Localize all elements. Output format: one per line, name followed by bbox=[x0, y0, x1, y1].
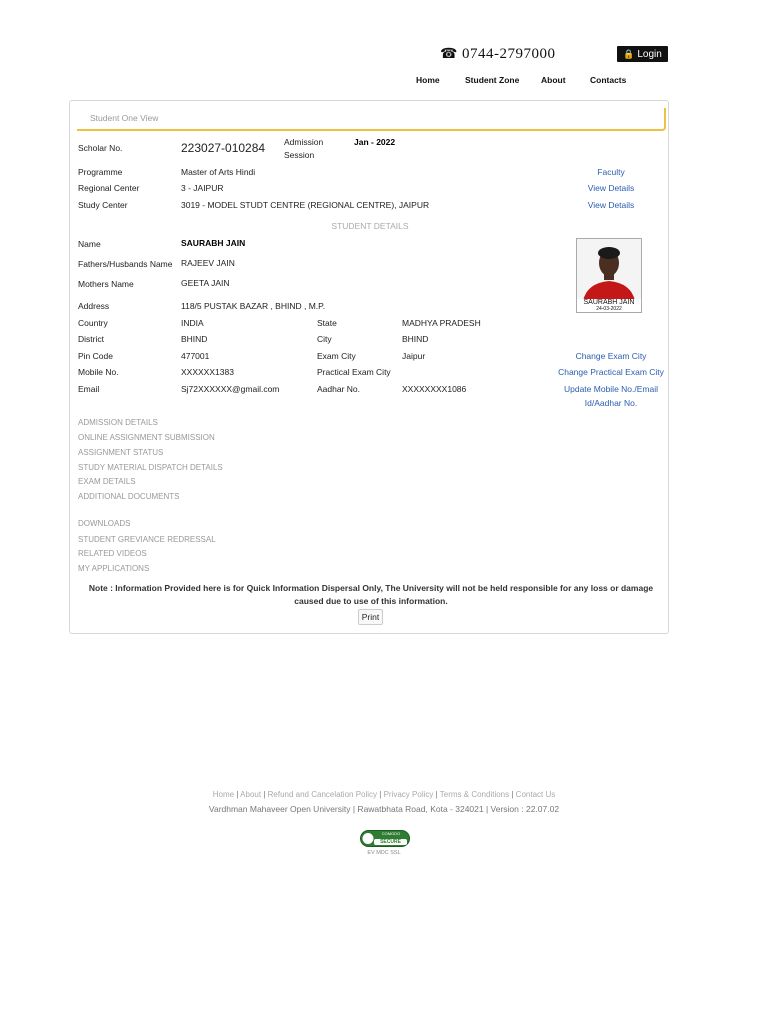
footer-privacy-link[interactable]: Privacy Policy bbox=[383, 790, 434, 799]
mother-name-value: GEETA JAIN bbox=[181, 278, 230, 288]
country-label: Country bbox=[78, 318, 108, 328]
state-value: MADHYA PRADESH bbox=[402, 318, 481, 328]
mother-name-label: Mothers Name bbox=[78, 279, 134, 289]
footer-links: Home | About | Refund and Cancelation Policy | Privacy Policy | Terms & Conditions | Contact Us bbox=[212, 790, 556, 799]
online-assignment-submission-link[interactable]: ONLINE ASSIGNMENT SUBMISSION bbox=[78, 433, 215, 442]
mobile-label: Mobile No. bbox=[78, 367, 119, 377]
study-center-value: 3019 - MODEL STUDT CENTRE (REGIONAL CENTRE), JAIPUR bbox=[181, 200, 430, 210]
nav-contacts[interactable]: Contacts bbox=[590, 75, 627, 85]
comodo-secure-badge[interactable]: COMODO SECURE bbox=[360, 830, 410, 847]
programme-value: Master of Arts Hindi bbox=[181, 167, 256, 177]
study-material-dispatch-link[interactable]: STUDY MATERIAL DISPATCH DETAILS bbox=[78, 463, 223, 472]
email-label: Email bbox=[78, 384, 100, 394]
address-value: 118/5 PUSTAK BAZAR , BHIND , M.P. bbox=[181, 301, 326, 311]
nav-home[interactable]: Home bbox=[416, 75, 440, 85]
downloads-link[interactable]: DOWNLOADS bbox=[78, 519, 131, 528]
student-grievance-link[interactable]: STUDENT GREVIANCE REDRESSAL bbox=[78, 535, 216, 544]
session-label: Session bbox=[284, 150, 315, 160]
exam-details-link[interactable]: EXAM DETAILS bbox=[78, 477, 136, 486]
name-value: SAURABH JAIN bbox=[181, 238, 246, 248]
aadhar-label: Aadhar No. bbox=[317, 384, 360, 394]
phone-number: ☎ 0744-2797000 bbox=[440, 46, 556, 62]
study-view-details-link[interactable]: View Details bbox=[587, 200, 635, 210]
scholar-value: 223027-010284 bbox=[181, 141, 266, 155]
regional-center-label: Regional Center bbox=[78, 183, 140, 193]
change-exam-city-link[interactable]: Change Exam City bbox=[575, 351, 647, 361]
email-value: Sj72XXXXXX@gmail.com bbox=[181, 384, 280, 394]
related-videos-link[interactable]: RELATED VIDEOS bbox=[78, 549, 147, 558]
city-value: BHIND bbox=[402, 334, 429, 344]
footer-terms-link[interactable]: Terms & Conditions bbox=[439, 790, 510, 799]
panel-title: Student One View bbox=[90, 113, 159, 123]
my-applications-link[interactable]: MY APPLICATIONS bbox=[78, 564, 150, 573]
nav-student-zone[interactable]: Student Zone bbox=[465, 75, 520, 85]
disclaimer-note: Note : Information Provided here is for Quick Information Dispersal Only, The University will not be held responsible for any loss or damage caused due to use of this information. bbox=[88, 583, 654, 606]
faculty-link[interactable]: Faculty bbox=[597, 167, 625, 177]
student-details-heading: STUDENT DETAILS bbox=[331, 221, 409, 231]
additional-documents-link[interactable]: ADDITIONAL DOCUMENTS bbox=[78, 492, 180, 501]
login-button[interactable]: 🔒 Login bbox=[617, 46, 668, 62]
admission-details-link[interactable]: ADMISSION DETAILS bbox=[78, 418, 158, 427]
exam-city-label: Exam City bbox=[317, 351, 356, 361]
badge-caption: EV MDC SSL bbox=[367, 850, 401, 856]
exam-city-value: Jaipur bbox=[402, 351, 426, 361]
city-label: City bbox=[317, 334, 332, 344]
regional-view-details-link[interactable]: View Details bbox=[587, 183, 635, 193]
admission-session-value: Jan - 2022 bbox=[354, 137, 396, 147]
district-value: BHIND bbox=[181, 334, 208, 344]
admission-label: Admission bbox=[284, 137, 324, 147]
father-name-label: Fathers/Husbands Name bbox=[78, 259, 173, 269]
update-contact-link[interactable]: Update Mobile No./Email Id/Aadhar No. bbox=[563, 384, 658, 408]
pin-code-label: Pin Code bbox=[78, 351, 113, 361]
pin-code-value: 477001 bbox=[181, 351, 210, 361]
regional-center-value: 3 - JAIPUR bbox=[181, 183, 224, 193]
district-label: District bbox=[78, 334, 104, 344]
panel-header bbox=[77, 108, 666, 131]
lock-icon: 🔒 bbox=[623, 49, 635, 59]
country-value: INDIA bbox=[181, 318, 204, 328]
address-label: Address bbox=[78, 301, 110, 311]
state-label: State bbox=[317, 318, 337, 328]
name-label: Name bbox=[78, 239, 101, 249]
footer-contact-link[interactable]: Contact Us bbox=[515, 790, 556, 799]
footer-address: Vardhman Mahaveer Open University | Rawatbhata Road, Kota - 324021 | Version : 22.07.02 bbox=[208, 804, 560, 814]
footer-home-link[interactable]: Home bbox=[212, 790, 235, 799]
telephone-icon: ☎ bbox=[440, 47, 458, 62]
change-practical-exam-city-link[interactable]: Change Practical Exam City bbox=[558, 367, 664, 377]
practical-exam-city-label: Practical Exam City bbox=[317, 367, 391, 377]
assignment-status-link[interactable]: ASSIGNMENT STATUS bbox=[78, 448, 164, 457]
father-name-value: RAJEEV JAIN bbox=[181, 258, 235, 268]
print-button[interactable]: Print bbox=[358, 609, 383, 625]
student-photo: SAURABH JAIN 24-03-2022 bbox=[576, 238, 642, 313]
footer-refund-link[interactable]: Refund and Cancelation Policy bbox=[267, 790, 378, 799]
scholar-label: Scholar No. bbox=[78, 143, 123, 153]
nav-about[interactable]: About bbox=[541, 75, 566, 85]
footer-about-link[interactable]: About bbox=[240, 790, 262, 799]
study-center-label: Study Center bbox=[78, 200, 128, 210]
mobile-value: XXXXXX1383 bbox=[181, 367, 234, 377]
programme-label: Programme bbox=[78, 167, 123, 177]
aadhar-value: XXXXXXXX1086 bbox=[402, 384, 467, 394]
